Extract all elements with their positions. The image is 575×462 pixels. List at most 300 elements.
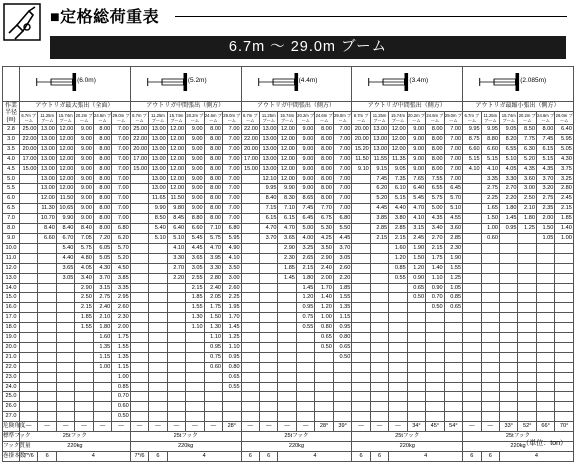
load-cell <box>149 352 167 362</box>
boom-length-header: 6.7m ブーム <box>464 113 480 123</box>
load-cell <box>167 333 185 343</box>
load-cell <box>130 382 148 392</box>
radius-cell: 22.0 <box>3 362 20 372</box>
load-cell <box>500 283 518 293</box>
load-cell <box>352 194 370 204</box>
load-cell: 9.00 <box>75 204 93 214</box>
load-cell: 13.00 <box>260 144 278 154</box>
outrigger-extension: (6.0m) <box>77 77 96 84</box>
load-cell: 2.15 <box>75 303 93 313</box>
radius-cell: 15.0 <box>3 293 20 303</box>
load-cell: 1.50 <box>204 313 222 323</box>
radius-cell: 2.8 <box>3 125 20 135</box>
load-cell <box>149 412 167 422</box>
load-cell <box>149 372 167 382</box>
load-cell <box>93 382 111 392</box>
load-cell <box>56 392 74 402</box>
load-cell <box>315 402 333 412</box>
load-cell <box>130 283 148 293</box>
load-cell <box>536 352 554 362</box>
load-cell <box>536 392 554 402</box>
load-cell: 8.00 <box>204 214 222 224</box>
load-cell <box>186 352 204 362</box>
load-cell: 4.70 <box>278 224 296 234</box>
load-cell <box>241 402 259 412</box>
danger-angle-cell: 45° <box>426 422 444 432</box>
load-cell: 7.00 <box>223 174 242 184</box>
load-cell <box>20 204 38 214</box>
load-cell: 8.50 <box>518 125 536 135</box>
load-cell <box>167 313 185 323</box>
load-cell <box>315 382 333 392</box>
load-cell: 2.10 <box>518 204 536 214</box>
load-cell <box>186 392 204 402</box>
load-cell <box>149 253 167 263</box>
load-cell <box>518 323 536 333</box>
load-cell <box>389 372 407 382</box>
load-cell: 3.15 <box>407 224 425 234</box>
load-cell: 13.00 <box>38 144 56 154</box>
load-cell: 7.00 <box>333 154 352 164</box>
load-cell: 8.00 <box>426 164 444 174</box>
load-cell <box>481 392 499 402</box>
load-cell <box>149 273 167 283</box>
load-cell: 5.15 <box>463 154 481 164</box>
load-cell: 1.25 <box>444 273 463 283</box>
table-row <box>3 243 574 253</box>
radius-cell: 5.0 <box>3 174 20 184</box>
load-cell: 3.30 <box>204 263 222 273</box>
load-cell <box>444 402 463 412</box>
load-cell <box>536 342 554 352</box>
load-cell: 0.50 <box>333 352 352 362</box>
load-cell: 8.00 <box>204 154 222 164</box>
load-cell <box>500 412 518 422</box>
load-cell: 6.70 <box>56 233 74 243</box>
falls-cell: 4 <box>389 451 463 461</box>
load-cell: 3.30 <box>500 174 518 184</box>
load-cell: 9.00 <box>296 134 314 144</box>
radius-cell: 3.5 <box>3 144 20 154</box>
load-cell: 15.00 <box>20 164 38 174</box>
load-cell <box>223 392 242 402</box>
load-cell: 13.00 <box>260 154 278 164</box>
load-cell: 2.85 <box>444 233 463 243</box>
load-cell <box>20 352 38 362</box>
load-cell <box>463 342 481 352</box>
table-row <box>3 134 574 144</box>
load-cell <box>260 263 278 273</box>
load-cell: 7.00 <box>112 134 131 144</box>
danger-angle-cell: — <box>20 422 38 432</box>
load-cell: 2.75 <box>536 194 554 204</box>
load-cell <box>463 293 481 303</box>
load-cell: 13.00 <box>149 184 167 194</box>
load-cell: 13.00 <box>38 154 56 164</box>
load-cell: 5.15 <box>536 154 554 164</box>
load-cell <box>481 323 499 333</box>
load-cell: 7.00 <box>333 164 352 174</box>
load-cell <box>407 313 425 323</box>
load-cell: 0.85 <box>389 263 407 273</box>
load-cell: 0.55 <box>296 323 314 333</box>
load-cell: 20.00 <box>241 144 259 154</box>
load-cell: 5.15 <box>389 194 407 204</box>
load-cell <box>426 382 444 392</box>
load-cell <box>278 392 296 402</box>
load-cell <box>38 342 56 352</box>
load-cell <box>296 372 314 382</box>
load-cell <box>536 382 554 392</box>
load-cell: 5.75 <box>204 233 222 243</box>
load-cell <box>296 392 314 402</box>
load-cell: 12.00 <box>56 154 74 164</box>
load-cell <box>149 293 167 303</box>
load-cell <box>315 392 333 402</box>
load-cell: 0.65 <box>407 283 425 293</box>
load-cell: 0.50 <box>112 412 131 422</box>
load-cell: 3.00 <box>223 273 242 283</box>
load-cell: 17.00 <box>20 154 38 164</box>
load-cell <box>278 283 296 293</box>
boom-length-header: 15.74m ブーム <box>56 112 74 125</box>
load-cell <box>444 323 463 333</box>
load-cell: 9.05 <box>500 125 518 135</box>
load-cell <box>149 382 167 392</box>
load-cell: 4.10 <box>407 214 425 224</box>
load-cell <box>167 323 185 333</box>
load-cell: 3.40 <box>426 224 444 234</box>
load-cell: 3.70 <box>536 174 554 184</box>
load-cell: 2.40 <box>93 303 111 313</box>
load-cell: 2.00 <box>315 273 333 283</box>
load-cell: 2.80 <box>204 273 222 283</box>
boom-length-header: 15.74m ブーム <box>278 112 296 125</box>
danger-angle-cell: — <box>260 422 278 432</box>
load-cell <box>149 303 167 313</box>
load-cell <box>38 412 56 422</box>
load-cell: 8.00 <box>93 194 111 204</box>
load-cell <box>241 224 259 234</box>
table-row <box>3 333 574 343</box>
load-cell <box>555 273 574 283</box>
load-cell: 9.00 <box>75 194 93 204</box>
load-cell: 7.65 <box>407 174 425 184</box>
load-cell <box>500 253 518 263</box>
load-cell: 12.00 <box>56 174 74 184</box>
load-cell <box>518 362 536 372</box>
load-cell: 1.60 <box>389 243 407 253</box>
load-cell <box>167 303 185 313</box>
load-cell: 1.05 <box>444 283 463 293</box>
load-cell <box>555 283 574 293</box>
load-cell: 0.55 <box>223 382 242 392</box>
boom-length-header: 11.25m ブーム <box>260 112 278 125</box>
falls-cell: 6 <box>149 451 167 461</box>
load-cell <box>260 303 278 313</box>
load-cell <box>204 372 222 382</box>
load-cell <box>518 382 536 392</box>
danger-angle-cell: — <box>75 422 93 432</box>
load-cell <box>56 362 74 372</box>
hook-type-cell: 25tフック <box>352 432 463 442</box>
load-cell: 5.00 <box>426 204 444 214</box>
load-cell: 7.45 <box>536 134 554 144</box>
load-cell: 9.00 <box>407 134 425 144</box>
load-cell: 1.50 <box>536 224 554 234</box>
load-cell <box>518 273 536 283</box>
load-cell: 4.10 <box>463 164 481 174</box>
load-cell: 0.80 <box>315 323 333 333</box>
load-cell <box>518 333 536 343</box>
load-cell: 9.00 <box>75 134 93 144</box>
load-cell: 4.70 <box>204 243 222 253</box>
load-cell: 1.75 <box>204 303 222 313</box>
load-cell: 8.65 <box>296 194 314 204</box>
load-cell <box>260 283 278 293</box>
boom-length-header: 29.0m ブーム <box>555 113 573 123</box>
load-cell: 7.00 <box>444 164 463 174</box>
falls-cell: 6 <box>463 451 481 461</box>
load-cell <box>223 412 242 422</box>
load-cell: 4.45 <box>370 204 388 214</box>
load-cell: 9.00 <box>296 154 314 164</box>
load-cell: 1.15 <box>93 352 111 362</box>
load-cell: 13.00 <box>370 134 388 144</box>
load-cell <box>352 224 370 234</box>
load-cell <box>130 184 148 194</box>
load-cell: 12.00 <box>56 164 74 174</box>
load-cell: 1.50 <box>481 214 499 224</box>
load-cell: 3.05 <box>56 273 74 283</box>
load-cell <box>130 194 148 204</box>
load-cell <box>352 352 370 362</box>
load-cell <box>389 412 407 422</box>
load-cell <box>536 293 554 303</box>
load-cell <box>370 273 388 283</box>
load-cell: 8.00 <box>204 134 222 144</box>
load-cell: 6.15 <box>278 214 296 224</box>
load-cell <box>518 313 536 323</box>
load-cell: 0.65 <box>315 333 333 343</box>
load-cell: 7.00 <box>333 134 352 144</box>
load-cell <box>241 283 259 293</box>
load-cell: 8.00 <box>315 184 333 194</box>
load-cell <box>481 253 499 263</box>
load-cell: 13.00 <box>38 174 56 184</box>
load-cell <box>20 283 38 293</box>
falls-cell: 6 <box>241 451 259 461</box>
load-cell <box>352 412 370 422</box>
load-cell <box>241 243 259 253</box>
load-cell <box>426 362 444 372</box>
load-cell: 12.00 <box>278 154 296 164</box>
load-cell: 9.00 <box>296 144 314 154</box>
load-cell <box>463 194 481 204</box>
load-cell <box>130 313 148 323</box>
table-row <box>3 323 574 333</box>
load-cell <box>20 243 38 253</box>
load-cell <box>555 412 574 422</box>
load-cell <box>352 273 370 283</box>
falls-cell: 6 <box>352 451 370 461</box>
load-cell: 7.00 <box>223 144 242 154</box>
load-cell <box>204 402 222 412</box>
load-cell <box>333 402 352 412</box>
load-cell: 5.70 <box>112 243 131 253</box>
load-cell: 0.50 <box>315 342 333 352</box>
load-cell: 9.00 <box>75 184 93 194</box>
load-cell: 1.70 <box>315 283 333 293</box>
load-cell: 6.55 <box>500 144 518 154</box>
load-cell <box>75 392 93 402</box>
load-cell: 8.40 <box>56 224 74 234</box>
danger-angle-cell: — <box>130 422 148 432</box>
load-cell <box>223 402 242 412</box>
radius-cell: 12.0 <box>3 263 20 273</box>
load-cell: 9.90 <box>278 184 296 194</box>
load-cell <box>186 382 204 392</box>
hook-mass-row <box>3 442 574 452</box>
boom-length-header: 11.25m ブーム <box>370 112 388 125</box>
load-cell: 2.95 <box>112 293 131 303</box>
load-cell: 8.00 <box>93 144 111 154</box>
load-cell <box>352 174 370 184</box>
load-cell: 3.20 <box>536 184 554 194</box>
load-cell: 8.00 <box>204 174 222 184</box>
load-cell <box>149 323 167 333</box>
load-cell: 5.50 <box>333 224 352 234</box>
load-cell: 1.65 <box>481 204 499 214</box>
load-cell: 11.30 <box>38 204 56 214</box>
load-cell: 15.20 <box>352 144 370 154</box>
load-cell: 6.80 <box>223 224 242 234</box>
load-cell <box>444 412 463 422</box>
load-cell: 13.00 <box>260 134 278 144</box>
load-cell: 12.00 <box>167 154 185 164</box>
boom-length-header: 24.6m ブーム <box>94 113 112 123</box>
load-cell <box>130 362 148 372</box>
load-cell: 1.30 <box>204 323 222 333</box>
load-cell <box>481 352 499 362</box>
danger-angle-cell: — <box>296 422 314 432</box>
load-cell: 3.05 <box>186 263 204 273</box>
load-cell <box>296 333 314 343</box>
load-cell: 2.75 <box>93 293 111 303</box>
load-cell: 1.35 <box>333 303 352 313</box>
load-cell <box>149 243 167 253</box>
load-cell <box>56 303 74 313</box>
load-cell <box>352 243 370 253</box>
load-cell <box>38 372 56 382</box>
load-cell: 11.65 <box>149 194 167 204</box>
load-cell: 7.00 <box>333 204 352 214</box>
hook-mass-cell: 220kg <box>352 442 463 452</box>
danger-angle-cell: — <box>56 422 74 432</box>
load-cell: 8.00 <box>204 184 222 194</box>
load-cell <box>463 352 481 362</box>
table-row <box>3 352 574 362</box>
load-cell: 0.95 <box>500 224 518 234</box>
load-cell: 7.00 <box>112 204 131 214</box>
load-cell <box>463 333 481 343</box>
load-cell: 1.75 <box>112 333 131 343</box>
load-cell <box>389 303 407 313</box>
falls-cell: 7*/6 <box>130 451 148 461</box>
load-cell <box>463 323 481 333</box>
load-cell <box>20 273 38 283</box>
load-cell: 4.05 <box>75 263 93 273</box>
load-cell <box>389 392 407 402</box>
table-row <box>3 273 574 283</box>
load-cell <box>149 333 167 343</box>
danger-angle-cell: 28° <box>315 422 333 432</box>
load-cell: 13.00 <box>149 174 167 184</box>
table-row <box>3 184 574 194</box>
outrigger-extension: (4.4m) <box>298 77 318 84</box>
load-cell <box>260 392 278 402</box>
load-cell <box>500 382 518 392</box>
danger-angle-cell: 54° <box>444 422 463 432</box>
load-cell: 7.00 <box>444 144 463 154</box>
load-cell: 6.40 <box>407 184 425 194</box>
load-cell <box>536 412 554 422</box>
load-cell: 2.30 <box>278 253 296 263</box>
load-cell: 8.00 <box>93 164 111 174</box>
load-cell: 4.50 <box>112 263 131 273</box>
load-cell <box>555 342 574 352</box>
hook-type-cell: 25tフック <box>130 432 241 442</box>
load-cell <box>75 382 93 392</box>
load-cell: 13.00 <box>370 144 388 154</box>
load-cell: 6.15 <box>260 214 278 224</box>
load-cell <box>518 303 536 313</box>
load-cell: 4.35 <box>426 214 444 224</box>
load-cell: 7.00 <box>333 125 352 135</box>
load-cell: 5.20 <box>370 194 388 204</box>
load-cell <box>555 263 574 273</box>
load-cell: 11.50 <box>56 194 74 204</box>
load-cell <box>241 313 259 323</box>
load-cell: 1.00 <box>93 362 111 372</box>
load-cell <box>56 283 74 293</box>
load-cell: 1.45 <box>223 323 242 333</box>
load-cell <box>500 333 518 343</box>
load-cell: 1.55 <box>333 293 352 303</box>
load-cell: 0.95 <box>223 352 242 362</box>
load-cell: 13.00 <box>149 154 167 164</box>
load-cell <box>56 372 74 382</box>
load-cell: 0.55 <box>389 273 407 283</box>
load-cell <box>130 333 148 343</box>
load-cell: 1.35 <box>112 352 131 362</box>
load-cell <box>370 372 388 382</box>
load-cell: 8.75 <box>463 134 481 144</box>
load-cell <box>444 352 463 362</box>
load-cell <box>20 333 38 343</box>
load-cell: 12.00 <box>167 125 185 135</box>
load-cell: 20.00 <box>352 134 370 144</box>
load-cell <box>260 293 278 303</box>
load-cell: 12.00 <box>167 184 185 194</box>
load-cell <box>20 214 38 224</box>
outrigger-diagram <box>352 67 463 102</box>
load-cell: 8.00 <box>204 164 222 174</box>
load-cell: 2.40 <box>204 283 222 293</box>
radius-cell: 18.0 <box>3 323 20 333</box>
load-cell: 6.80 <box>333 214 352 224</box>
load-cell <box>241 184 259 194</box>
